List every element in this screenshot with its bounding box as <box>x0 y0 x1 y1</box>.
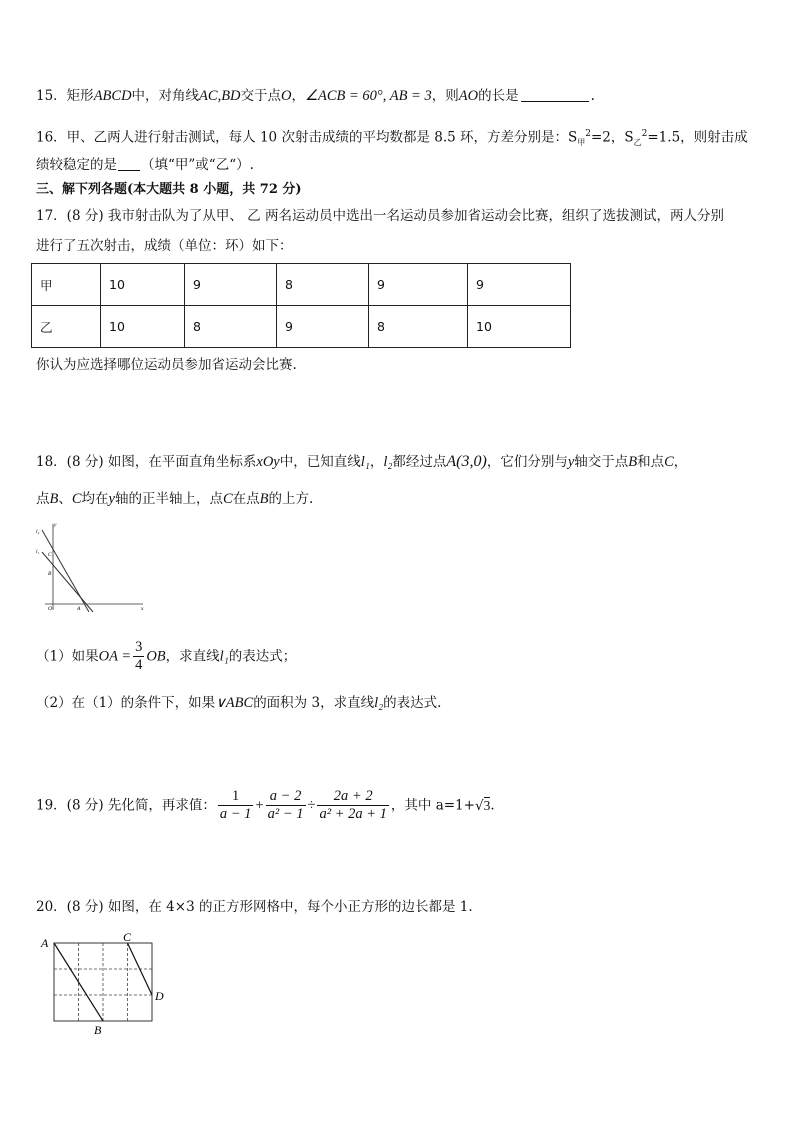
table-cell: 8 <box>277 264 369 306</box>
q18-part2: （2）在（1）的条件下，如果∨ABC的面积为 3，求直线l₂的表达式. <box>36 695 442 711</box>
q17-line1: 17．(8 分) 我市射击队为了从甲、 乙 两名运动员中选出一名运动员参加省运动会比赛，组织了选拔测试，两人分别 <box>36 208 724 224</box>
table-cell: 10 <box>468 306 571 348</box>
q17-line2: 进行了五次射击，成绩（单位：环）如下： <box>36 238 293 254</box>
q18-line2: 点B、C均在y轴的正半轴上，点C在点B的上方. <box>36 491 314 507</box>
table-cell: 9 <box>277 306 369 348</box>
table-row <box>32 264 571 306</box>
table-cell: 9 <box>468 264 571 306</box>
table-cell: 8 <box>369 306 468 348</box>
grid-figure <box>38 928 173 1038</box>
q20-text: 20．(8 分) 如图，在 4×3 的正方形网格中，每个小正方形的边长都是 1. <box>36 899 473 915</box>
q16-line2: 绩较稳定的是 （填“甲”或“乙“）. <box>36 157 254 173</box>
fraction: $\frac{3}{4}$ <box>135 639 143 673</box>
q18-line1: 18．(8 分) 如图，在平面直角坐标系xOy中，已知直线l₁，l₂都经过点A(3,0)，它们分别与y轴交于点B和点C， <box>36 453 688 470</box>
label-y: y <box>54 522 57 528</box>
answer-blank <box>521 87 589 102</box>
q18-part1: （1）如果OA = $\frac{3}{4}$ OB，求直线l₁的表达式； <box>36 639 297 673</box>
label-C: C <box>48 552 52 558</box>
line-l1 <box>42 552 93 612</box>
label-A: A <box>41 936 49 950</box>
fraction: $\frac{1}{a - 1}$ <box>219 788 252 822</box>
table-cell: 甲 <box>32 264 101 306</box>
q15-text: 15．矩形ABCD中，对角线AC,BD交于点O，∠ACB = 60°, AB = 3，则AO的长是 . <box>36 88 595 104</box>
table-cell: 8 <box>185 306 277 348</box>
section-heading: 三、解下列各题(本大题共 8 小题，共 72 分) <box>36 182 302 197</box>
answer-blank <box>118 156 140 171</box>
label-l1: l₁ <box>36 549 40 555</box>
label-C: C <box>123 930 132 944</box>
table-cell: 9 <box>369 264 468 306</box>
fraction: $\frac{a - 2}{\text{a² − 1}}$ <box>267 788 304 822</box>
label-B: B <box>48 571 52 577</box>
label-A: A <box>77 606 81 612</box>
q16-line1: 16．甲、乙两人进行射击测试，每人 10 次射击成绩的平均数都是 8.5 环，方差分别是：$S_甲^2=2$，$S_乙^2=1.5$，则射击成 <box>36 129 748 148</box>
q19-text: 19．(8 分) 先化简，再求值： $\frac{1}{a - 1}$ + $\frac{a - 2}{\text{a² − 1}}$ ÷ $\frac{2a + 2}{\text{a² + 2a + 1}}$ ，其中 a=1+√3. <box>36 788 495 822</box>
label-x: x <box>141 606 144 612</box>
label-B: B <box>94 1023 102 1037</box>
table-cell: 乙 <box>32 306 101 348</box>
table-row <box>32 306 571 348</box>
fraction: $\frac{2a + 2}{\text{a² + 2a + 1}}$ <box>319 788 387 822</box>
label-l2: l₂ <box>36 529 40 535</box>
table-cell: 10 <box>101 306 185 348</box>
table-cell: 10 <box>101 264 185 306</box>
label-D: D <box>155 989 164 1003</box>
sqrt-symbol: √3 <box>474 797 491 814</box>
q17-question: 你认为应选择哪位运动员参加省运动会比赛. <box>36 357 297 373</box>
table-cell: 9 <box>185 264 277 306</box>
label-O: O <box>48 606 52 612</box>
scores-table <box>31 263 571 348</box>
coordinate-figure <box>33 520 148 615</box>
